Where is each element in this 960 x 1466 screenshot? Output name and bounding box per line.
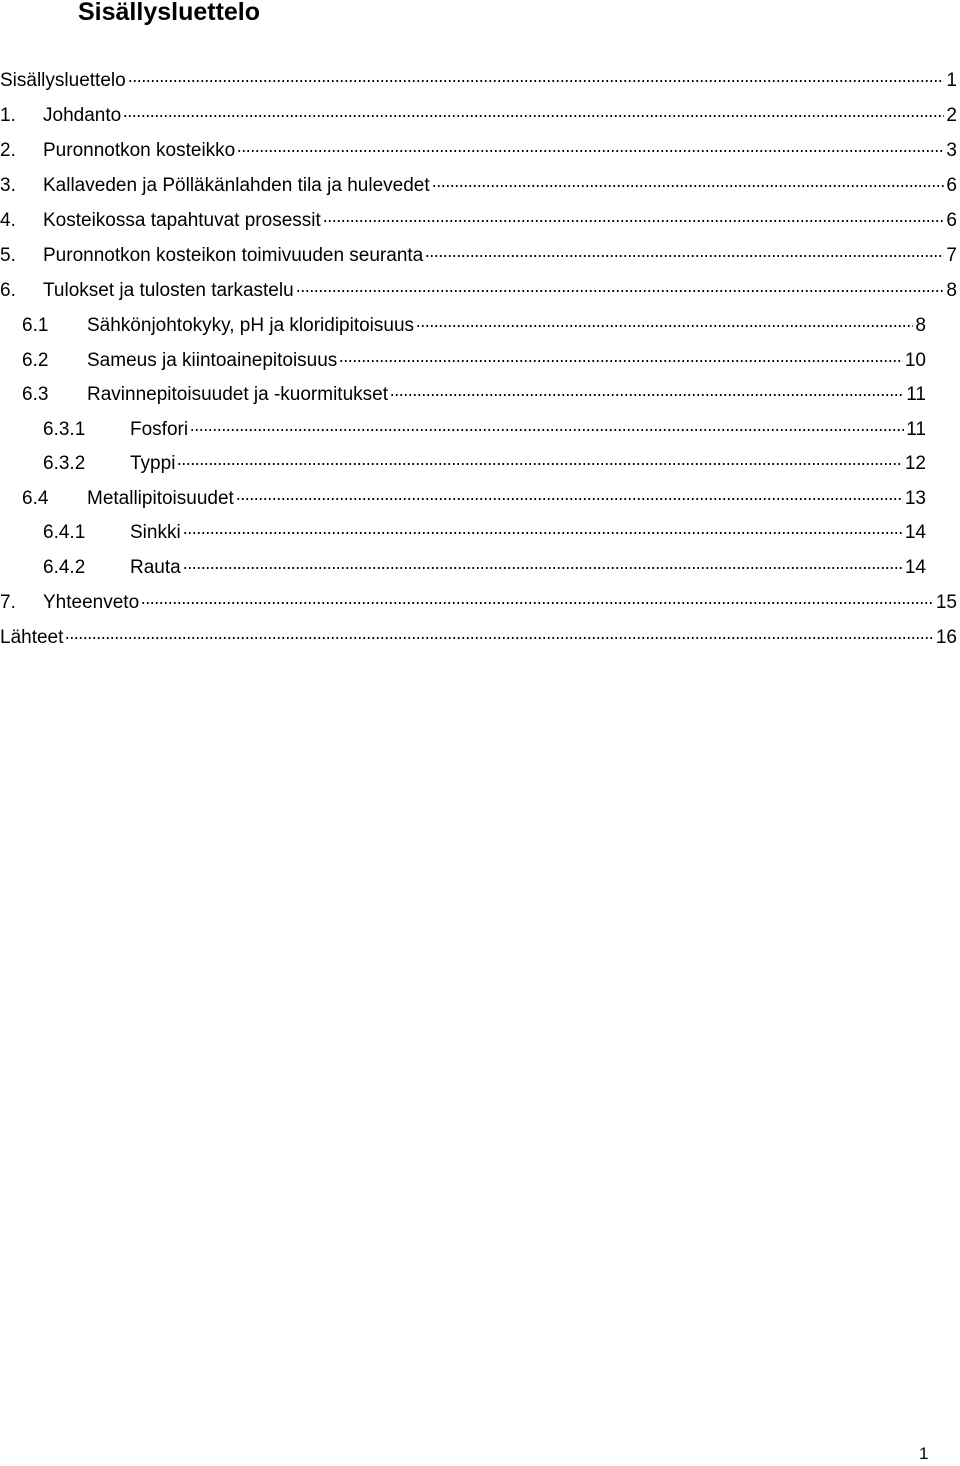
toc-entry-label: Kallaveden ja Pölläkänlahden tila ja hulevedet bbox=[43, 175, 430, 196]
toc-entry[interactable] bbox=[0, 584, 957, 613]
dot-leader bbox=[296, 272, 945, 296]
toc-entry-page: 7 bbox=[946, 245, 957, 266]
toc-entry[interactable] bbox=[0, 97, 957, 126]
page-title: Sisällysluettelo bbox=[78, 0, 261, 26]
toc-entry[interactable] bbox=[0, 619, 957, 648]
toc-entry-number: 3. bbox=[0, 175, 16, 196]
toc-entry-page: 10 bbox=[904, 350, 926, 371]
dot-leader bbox=[323, 202, 945, 226]
dot-leader bbox=[183, 549, 903, 573]
toc-entry-number: 6.4 bbox=[22, 488, 49, 509]
toc-entry-label: Sinkki bbox=[130, 522, 181, 543]
toc-entry-page: 6 bbox=[946, 210, 957, 231]
toc-entry-page: 14 bbox=[904, 522, 926, 543]
dot-leader bbox=[141, 584, 934, 608]
toc-entry-number: 6.4.2 bbox=[43, 557, 86, 578]
toc-entry-number: 6.2 bbox=[22, 350, 49, 371]
toc-entry[interactable] bbox=[43, 445, 926, 474]
dot-leader bbox=[390, 376, 904, 400]
toc-entry[interactable] bbox=[0, 167, 957, 196]
toc-entry-page: 11 bbox=[906, 384, 926, 405]
dot-leader bbox=[236, 480, 903, 504]
toc-entry-number: 1. bbox=[0, 105, 16, 126]
dot-leader bbox=[237, 132, 944, 156]
dot-leader bbox=[65, 619, 933, 643]
toc-entry[interactable] bbox=[0, 202, 957, 231]
dot-leader bbox=[339, 342, 903, 366]
toc-entry-number: 2. bbox=[0, 140, 16, 161]
toc-entry-label: Lähteet bbox=[0, 627, 64, 648]
toc-entry-label: Puronnotkon kosteikko bbox=[43, 140, 236, 161]
toc-entry-page: 1 bbox=[946, 70, 957, 91]
toc-entry[interactable] bbox=[0, 237, 957, 266]
toc-entry-label: Kosteikossa tapahtuvat prosessit bbox=[43, 210, 321, 231]
dot-leader bbox=[425, 237, 944, 261]
toc-entry-page: 16 bbox=[935, 627, 957, 648]
toc-entry-page: 14 bbox=[904, 557, 926, 578]
toc-entry[interactable] bbox=[43, 514, 926, 543]
toc-entry[interactable] bbox=[43, 549, 926, 578]
toc-entry-page: 8 bbox=[915, 315, 926, 336]
toc-entry-page: 11 bbox=[906, 419, 926, 440]
dot-leader bbox=[416, 307, 913, 331]
toc-entry-label: Johdanto bbox=[43, 105, 122, 126]
toc-entry[interactable] bbox=[43, 411, 926, 440]
toc-entry-number: 7. bbox=[0, 592, 16, 613]
dot-leader bbox=[432, 167, 945, 191]
toc-entry-label: Rauta bbox=[130, 557, 181, 578]
toc-entry-label: Metallipitoisuudet bbox=[87, 488, 234, 509]
page-number: 1 bbox=[919, 1444, 929, 1463]
toc-entry-number: 6.3 bbox=[22, 384, 49, 405]
toc-entry-number: 4. bbox=[0, 210, 16, 231]
toc-entry-number: 6.1 bbox=[22, 315, 49, 336]
toc-entry[interactable] bbox=[0, 132, 957, 161]
toc-entry-page: 13 bbox=[904, 488, 926, 509]
toc-entry-label: Sisällysluettelo bbox=[0, 70, 126, 91]
dot-leader bbox=[177, 445, 902, 469]
dot-leader bbox=[183, 514, 903, 538]
toc-entry-number: 6.3.1 bbox=[43, 419, 86, 440]
toc-entry[interactable] bbox=[22, 342, 926, 371]
toc-entry[interactable] bbox=[22, 307, 926, 336]
toc-entry-label: Tulokset ja tulosten tarkastelu bbox=[43, 280, 294, 301]
toc-entry-number: 6.4.1 bbox=[43, 522, 86, 543]
toc-entry[interactable] bbox=[0, 62, 957, 91]
toc-entry-page: 8 bbox=[946, 280, 957, 301]
dot-leader bbox=[128, 62, 945, 86]
toc-entry-label: Fosfori bbox=[130, 419, 189, 440]
toc-entry-number: 5. bbox=[0, 245, 16, 266]
toc-entry[interactable] bbox=[22, 480, 926, 509]
toc-entry-label: Ravinnepitoisuudet ja -kuormitukset bbox=[87, 384, 388, 405]
toc-entry[interactable] bbox=[0, 272, 957, 301]
toc-entry[interactable] bbox=[22, 376, 926, 405]
toc-entry-label: Puronnotkon kosteikon toimivuuden seuranta bbox=[43, 245, 424, 266]
toc-entry-page: 3 bbox=[946, 140, 957, 161]
toc-entry-label: Yhteenveto bbox=[43, 592, 140, 613]
dot-leader bbox=[190, 411, 904, 435]
dot-leader bbox=[123, 97, 944, 121]
toc-entry-label: Sameus ja kiintoainepitoisuus bbox=[87, 350, 338, 371]
toc-entry-page: 15 bbox=[935, 592, 957, 613]
toc-entry-page: 12 bbox=[904, 453, 926, 474]
toc-entry-page: 6 bbox=[946, 175, 957, 196]
toc-entry-page: 2 bbox=[946, 105, 957, 126]
toc-entry-label: Sähkönjohtokyky, pH ja kloridipitoisuus bbox=[87, 315, 415, 336]
toc-entry-label: Typpi bbox=[130, 453, 176, 474]
toc-entry-number: 6. bbox=[0, 280, 16, 301]
toc-entry-number: 6.3.2 bbox=[43, 453, 86, 474]
